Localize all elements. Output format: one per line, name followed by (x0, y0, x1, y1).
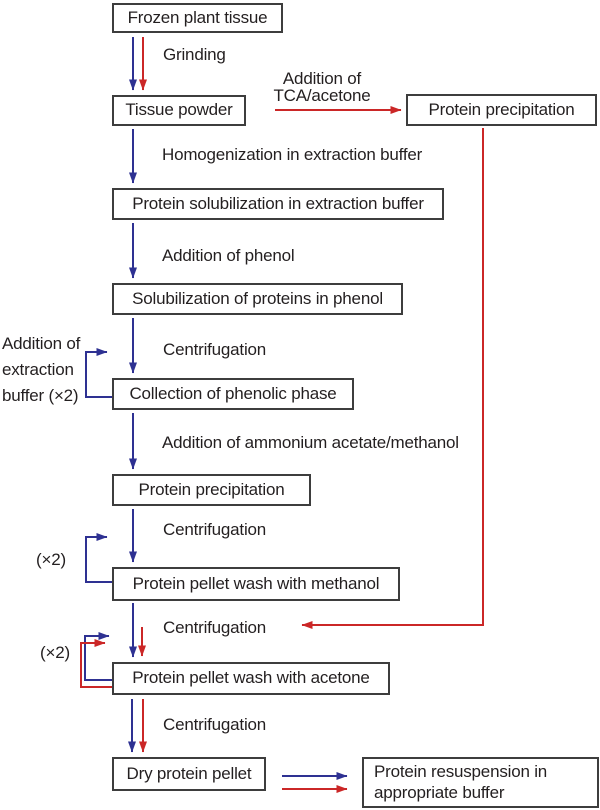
label-homogenization: Homogenization in extraction buffer (162, 145, 423, 164)
loop-methanol-wash-blue (86, 537, 112, 582)
box-solubilization-phenol: Solubilization of proteins in phenol (112, 283, 403, 315)
label-centrifugation-2: Centrifugation (163, 520, 267, 539)
label-ammonium-acetate: Addition of ammonium acetate/methanol (162, 433, 459, 452)
label-tca-acetone-line1: Addition of (282, 69, 362, 88)
label-addition-phenol: Addition of phenol (162, 246, 295, 265)
box-pellet-wash-acetone: Protein pellet wash with acetone (112, 662, 390, 695)
box-protein-precipitation-tca: Protein precipitation (406, 94, 597, 126)
box-frozen-plant-tissue: Frozen plant tissue (112, 3, 283, 33)
label-extraction-buffer-x2: Addition of extraction buffer (×2) (2, 334, 81, 405)
box-pellet-wash-methanol: Protein pellet wash with methanol (112, 567, 400, 601)
loop-acetone-wash-blue (85, 636, 112, 680)
label-centrifugation-4: Centrifugation (163, 715, 267, 734)
label-tca-acetone-line2: TCA/acetone (273, 86, 371, 105)
label-x2-methanol: (×2) (36, 550, 66, 569)
label-grinding: Grinding (163, 45, 226, 64)
box-protein-resuspension: Protein resuspension in appropriate buffer (362, 757, 599, 808)
label-tca-acetone (266, 70, 378, 104)
box-dry-protein-pellet: Dry protein pellet (112, 757, 266, 791)
label-centrifugation-1: Centrifugation (163, 340, 267, 359)
box-protein-solubilization: Protein solubilization in extraction buffer (112, 188, 444, 220)
label-centrifugation-3: Centrifugation (163, 618, 267, 637)
label-x2-acetone: (×2) (40, 643, 70, 662)
box-collection-phenolic-phase: Collection of phenolic phase (112, 378, 354, 410)
box-tissue-powder: Tissue powder (112, 95, 246, 126)
box-protein-precipitation: Protein precipitation (112, 474, 311, 506)
